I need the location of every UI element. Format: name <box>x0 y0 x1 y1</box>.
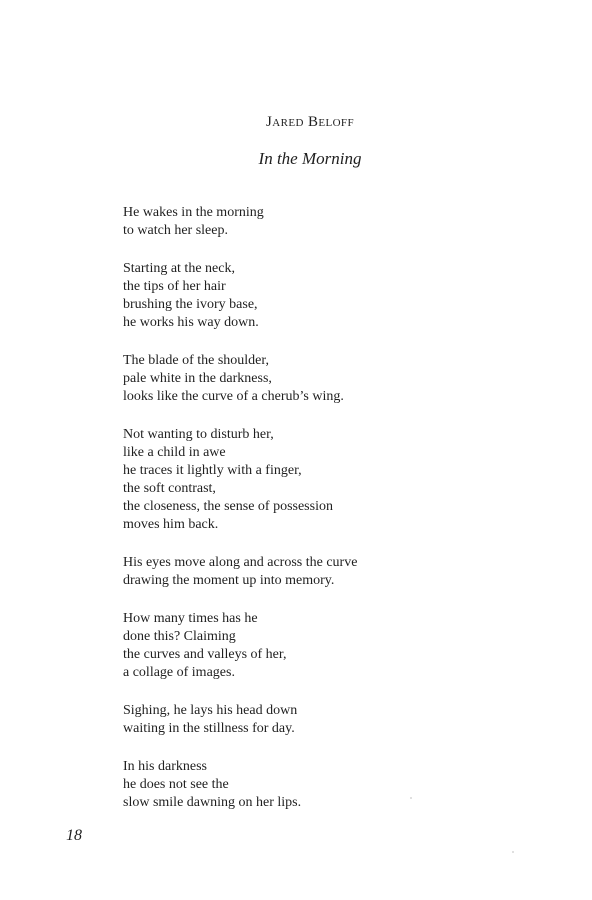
poem-line: Starting at the neck, <box>123 261 235 276</box>
poem-line: he traces it lightly with a finger, <box>123 463 302 478</box>
poem-line: he works his way down. <box>123 315 259 330</box>
poem-line: a collage of images. <box>123 665 235 680</box>
poem-line: the tips of her hair <box>123 279 226 294</box>
stanza <box>123 610 483 682</box>
poem-line: to watch her sleep. <box>123 223 228 238</box>
poem-line: like a child in awe <box>123 445 226 460</box>
poem-line: In his darkness <box>123 759 207 774</box>
poem-line: Sighing, he lays his head down <box>123 703 298 718</box>
stanza <box>123 352 483 406</box>
poem-body <box>123 204 483 832</box>
poem-line: He wakes in the morning <box>123 205 264 220</box>
poem-line: His eyes move along and across the curve <box>123 555 358 570</box>
poem-line: done this? Claiming <box>123 629 236 644</box>
poem-line: the soft contrast, <box>123 481 216 496</box>
poem-line: the closeness, the sense of possession <box>123 499 333 514</box>
poem-line: Not wanting to disturb her, <box>123 427 274 442</box>
poem-line: moves him back. <box>123 517 219 532</box>
poem-line: brushing the ivory base, <box>123 297 258 312</box>
poem-line: waiting in the stillness for day. <box>123 721 295 736</box>
paper-speck <box>410 797 412 799</box>
stanza <box>123 260 483 332</box>
stanza <box>123 758 483 812</box>
poem-line: How many times has he <box>123 611 258 626</box>
poem-line: pale white in the darkness, <box>123 371 272 386</box>
paper-speck <box>512 851 514 853</box>
stanza <box>123 426 483 534</box>
poem-line: the curves and valleys of her, <box>123 647 287 662</box>
poem-title: In the Morning <box>258 149 362 168</box>
poem-line: he does not see the <box>123 777 229 792</box>
stanza <box>123 554 483 590</box>
poem-line: drawing the moment up into memory. <box>123 573 335 588</box>
page-number: 18 <box>66 827 82 844</box>
poem-line: slow smile dawning on her lips. <box>123 795 302 810</box>
author-name: Jared Beloff <box>266 114 354 130</box>
stanza <box>123 204 483 240</box>
poem-line: The blade of the shoulder, <box>123 353 270 368</box>
poem-line: looks like the curve of a cherub’s wing. <box>123 389 344 404</box>
stanza <box>123 702 483 738</box>
